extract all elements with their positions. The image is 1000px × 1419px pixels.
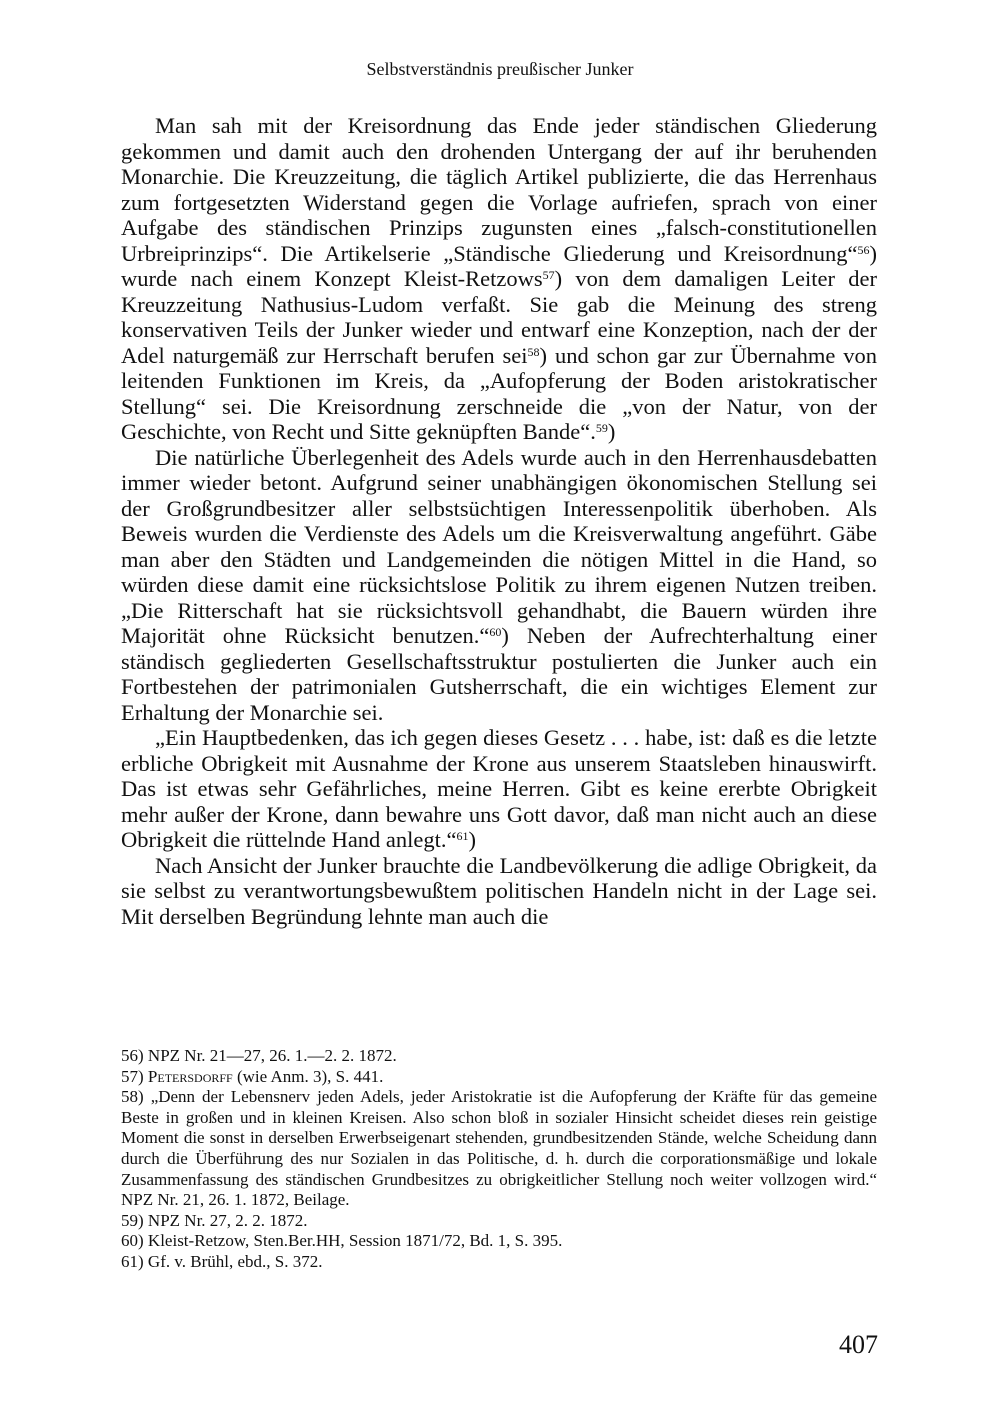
page-number: 407 [839, 1330, 878, 1359]
text-run: ) Neben der Aufrechterhaltung einer ständisch gegliederten Gesellschaftsstruktur postulierten die Junker auch ein Fortbestehen der patrimonialen Gutsherrschaft, die ein wichtiges Element zur Erhaltung der Monarchie sei. [121, 623, 877, 725]
text-run: ) und schon gar zur Übernahme von leitenden Funktionen im Kreis, da „Aufopferung der Boden aristokratischer Stellung“ sei. Die Kreisordnung zerschneide die „von der Natur, von der Geschichte, von Recht und Sitte geknüpften Bande“. [121, 342, 877, 444]
text-run: ) [607, 419, 616, 444]
text-run: ) [468, 827, 477, 852]
footnote [121, 1067, 877, 1088]
text-run: Die natürliche Überlegenheit des Adels wurde auch in den Herrenhausdebatten immer wieder betont. Aufgrund seiner unabhängigen ökonomischen Stellung sei der Großgrundbesitzer aller selbstsüchtigen Interessenpolitik überhoben. Als Beweis wurden die Verdienste des Adels um die Kreisverwaltung angeführt. Gäbe man aber den Städten und Landgemeinden die nötigen Mittel in die Hand, so würden diese damit eine rücksichtslose Politik zu ihrem eigenen Nutzen treiben. „Die Ritterschaft hat sie rücksichtsvoll gehandhabt, die Bauern würden ihre Majorität ohne Rücksicht benutzen.“ [121, 444, 877, 648]
text-run: ) wurde nach einem Konzept Kleist-Retzows [121, 240, 877, 291]
body-paragraph [121, 113, 877, 445]
text-run: ) von dem damaligen Leiter der Kreuzzeitung Nathusius-Ludom verfaßt. Sie gab die Meinung des streng konservativen Teils der Junker wieder und entwarf eine Konzeption, nach der der Adel naturgemäß zur Herrschaft berufen sei [121, 266, 878, 368]
footnote [121, 1046, 877, 1067]
footnote-number: 58) [121, 1087, 144, 1107]
footnotes [121, 1046, 877, 1273]
body-paragraph [121, 725, 877, 853]
footnote-number: 57) [121, 1066, 144, 1086]
text-run: „Ein Hauptbedenken, das ich gegen dieses Gesetz . . . habe, ist: daß es die letzte erbliche Obrigkeit mit Ausnahme der Krone aus unserem Staatsleben hinauswirft. Das ist etwas sehr Gefährliches, meine Herren. Gibt es keine ererbte Obrigkeit mehr außer der Krone, dann bewahre uns Gott davor, daß man nicht auch an diese Obrigkeit die rüttelnde Hand anlegt.“ [121, 725, 877, 852]
body-text [121, 113, 877, 929]
author-name: Petersdorff [147, 1066, 233, 1086]
footnote-marker: 60 [489, 625, 502, 639]
body-paragraph [121, 853, 877, 930]
text-run: Gf. v. Brühl, ebd., S. 372. [147, 1251, 323, 1271]
footnote-marker: 56 [857, 242, 870, 257]
text-run: NPZ Nr. 27, 2. 2. 1872. [147, 1210, 308, 1230]
footnote-number: 56) [121, 1046, 144, 1065]
footnote-number: 60) [121, 1231, 144, 1251]
text-run: (wie Anm. 3), S. 441. [232, 1066, 384, 1086]
text-run: Kleist-Retzow, Sten.Ber.HH, Session 1871/72, Bd. 1, S. 395. [147, 1231, 563, 1251]
footnote [121, 1087, 877, 1211]
footnote-marker: 59 [595, 421, 608, 435]
footnote-number: 61) [121, 1251, 144, 1271]
footnote [121, 1231, 877, 1252]
footnote [121, 1211, 877, 1232]
running-head: Selbstverständnis preußischer Junker [366, 59, 634, 79]
footnote-marker: 61 [456, 829, 469, 843]
text-run: Nach Ansicht der Junker brauchte die Landbevölkerung die adlige Obrigkeit, da sie selbst zu verantwortungsbewußtem politischen Handeln nicht in der Lage sei. Mit derselben Begründung lehnte man auch die [121, 852, 877, 929]
footnote-marker: 58 [527, 344, 540, 359]
body-paragraph [121, 445, 877, 726]
text-run: NPZ Nr. 21—27, 26. 1.—2. 2. 1872. [147, 1046, 397, 1065]
text-run: Man sah mit der Kreisordnung das Ende jeder ständischen Gliederung gekommen und damit auch den drohenden Untergang der auf ihr beruhenden Monarchie. Die Kreuzzeitung, die täglich Artikel publizierte, die das Herrenhaus zum fortgesetzten Widerstand gegen die Vorlage aufriefen, sprach von einer Aufgabe des ständischen Prinzips zugunsten eines „falsch-constitutionellen Urbreiprinzips“. Die Artikelserie „Ständische Gliederung und Kreisordnung“ [121, 113, 877, 266]
text-run: „Denn der Lebensnerv jeden Adels, jeder Aristokratie ist die Aufopferung der Kräfte für das gemeine Beste in großen und in kleinen Kreisen. Also schon bloß in sozialer Hinsicht scheidet dieses rein geistige Moment die sonst in derselben Erwerbseigenart stehenden, grundbesitzenden Stände, welche Scheidung dann durch die Überführung des nur Sozialen in das Politische, d. h. durch die corporationsmäßige und lokale Zusammenfassung des ständischen Grundbesitzes zu obrigkeitlicher Stellung noch weiter vollzogen wird.“ NPZ Nr. 21, 26. 1. 1872, Beilage. [121, 1087, 878, 1210]
footnote [121, 1252, 877, 1273]
footnote-marker: 57 [542, 268, 555, 282]
footnote-number: 59) [121, 1210, 144, 1230]
